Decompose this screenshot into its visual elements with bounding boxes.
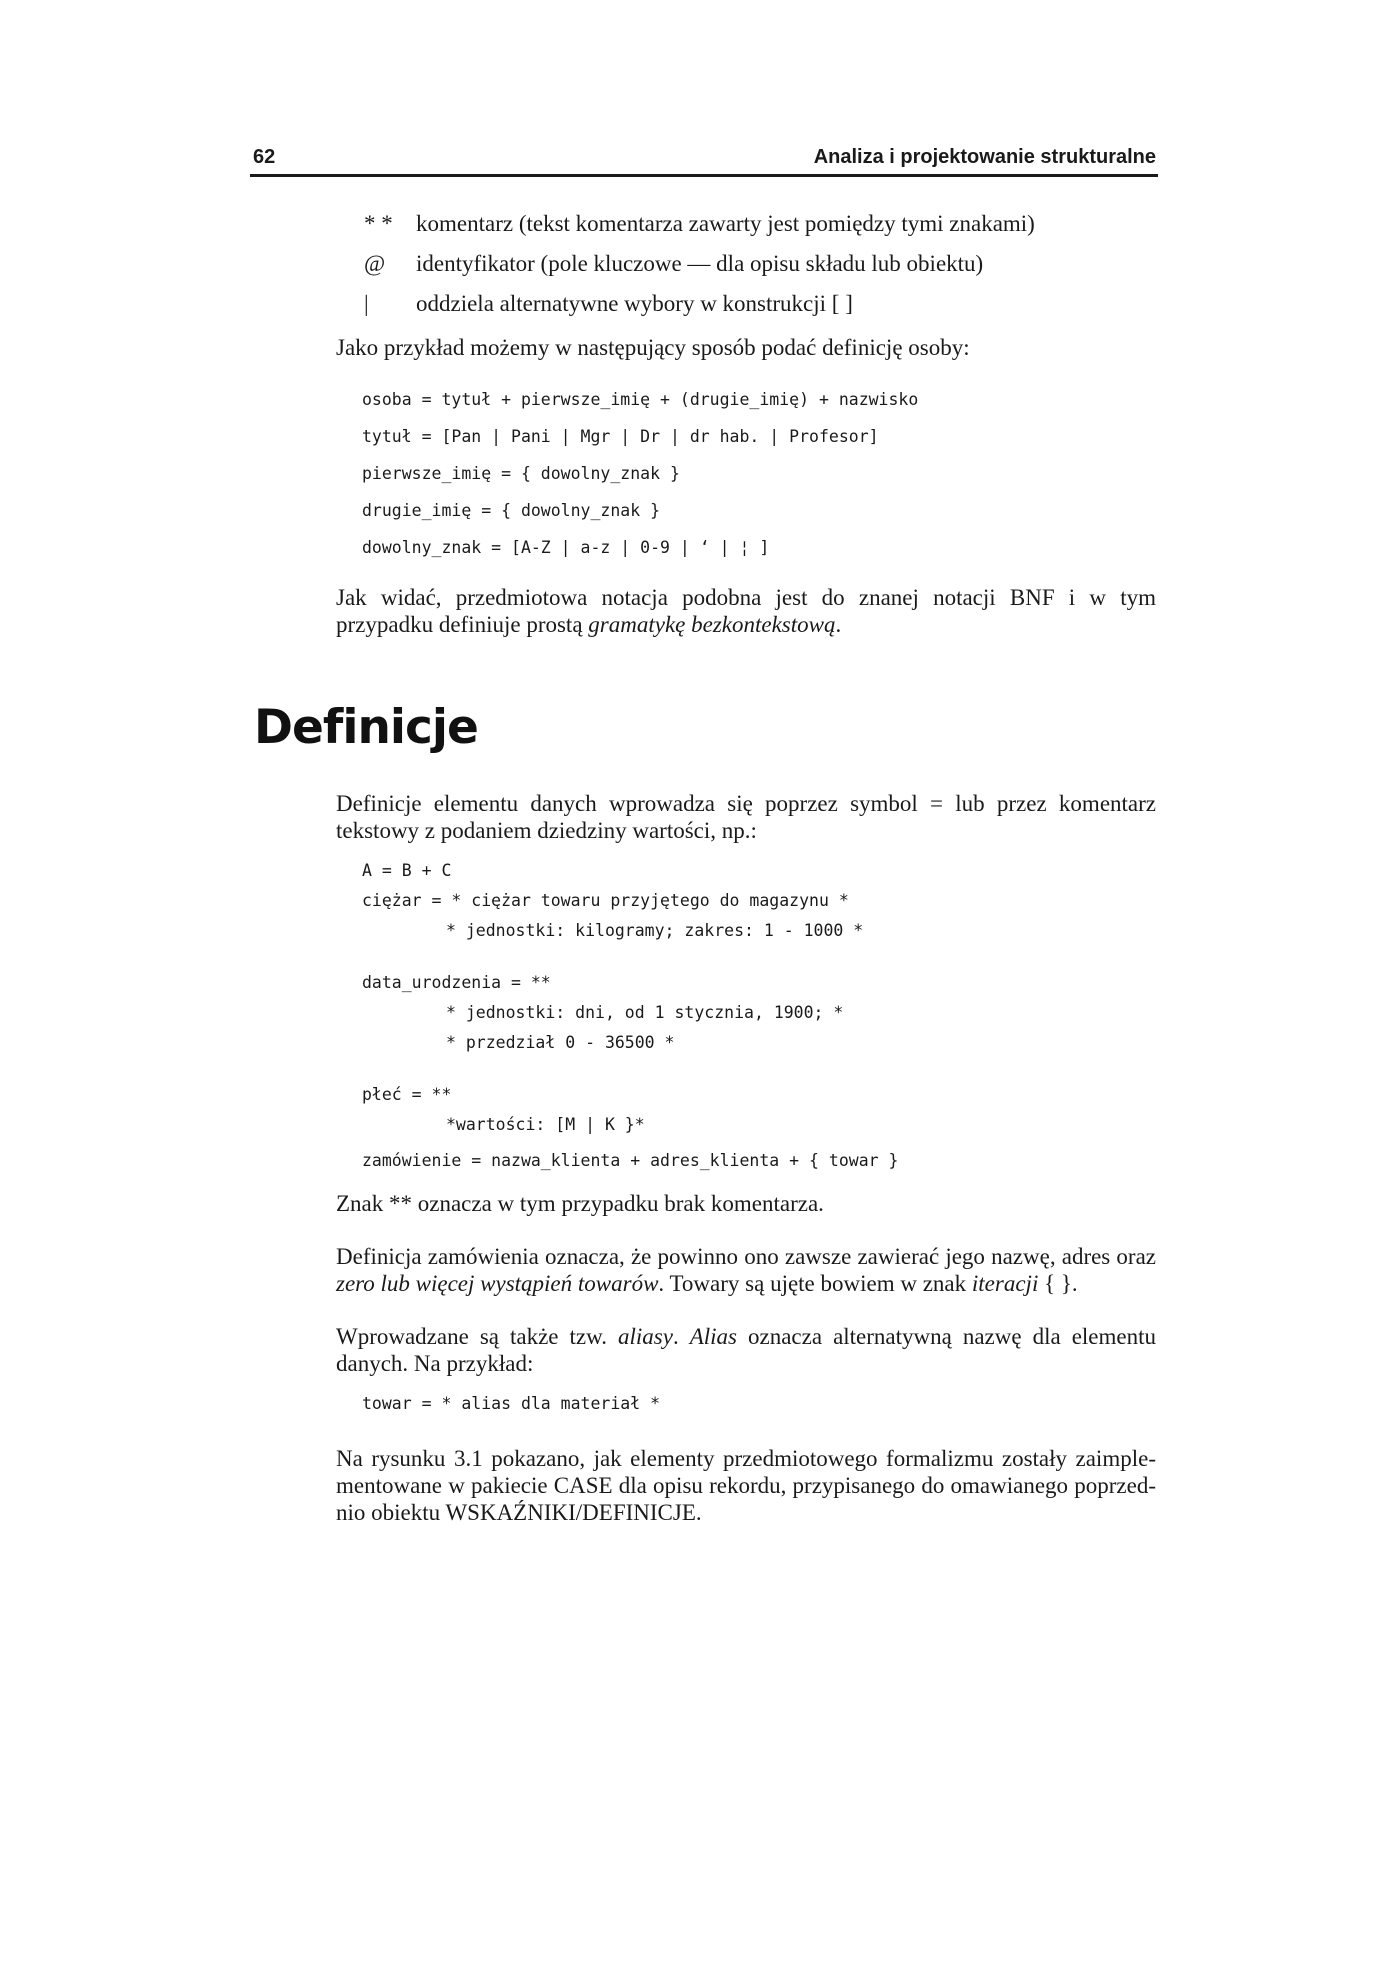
code-gap: [362, 1058, 1156, 1080]
symbol-legend: [336, 210, 1156, 318]
alias-text: Wprowadzane są także tzw.: [336, 1324, 618, 1349]
alias-text: oznacza alternatywną nazwę dla elementu danych. Na przykład:: [336, 1324, 1157, 1376]
code-line: towar = * alias dla materiał *: [362, 1394, 661, 1413]
symbol: @: [364, 251, 386, 276]
page-number: 62: [253, 146, 276, 168]
code-line: tytuł = [Pan | Pani | Mgr | Dr | dr hab. | Profesor]: [362, 427, 879, 446]
symbol: * *: [364, 211, 393, 236]
alias-code-block: [362, 1389, 1156, 1419]
order-emphasis: zero lub więcej wystąpień towarów: [336, 1271, 659, 1296]
order-text: { }.: [1038, 1271, 1078, 1296]
intro-paragraph: Jako przykład możemy w następujący sposób podać definicję osoby:: [336, 335, 970, 360]
section-title: Definicje: [254, 700, 478, 755]
definitions-code-block: [362, 856, 1156, 1176]
bnf-paragraph: [336, 584, 1156, 638]
symbol: |: [364, 291, 369, 316]
lower-content: [336, 790, 1156, 1546]
definitions-paragraph: Definicje elementu danych wprowadza się poprzez symbol = lub przez komentarz tekstowy z podaniem dziedziny wartości, np.:: [336, 791, 1156, 843]
alias-paragraph: [336, 1323, 1156, 1377]
code-line: * przedział 0 - 36500 *: [446, 1033, 675, 1052]
code-line: A = B + C: [362, 861, 452, 880]
bnf-end: .: [835, 612, 842, 637]
symbol-row: [336, 210, 1156, 238]
alias-emphasis: aliasy: [618, 1324, 673, 1349]
code-line: * jednostki: dni, od 1 stycznia, 1900; *: [446, 1003, 844, 1022]
code-line: dowolny_znak = [A-Z | a-z | 0-9 | ‘ | ¦ ]: [362, 538, 770, 557]
code-line: data_urodzenia = **: [362, 973, 551, 992]
upper-content: [336, 210, 1156, 658]
symbol-row: [336, 290, 1156, 318]
order-paragraph: [336, 1243, 1156, 1297]
code-line: drugie_imię = { dowolny_znak }: [362, 501, 661, 520]
code-gap: [362, 946, 1156, 968]
order-text: . Towary są ujęte bowiem w znak: [658, 1271, 972, 1296]
closing-paragraph: Na rysunku 3.1 pokazano, jak elementy przedmiotowego formalizmu zostały zaimplementowane w pakiecie CASE dla opisu rekordu, przypisanego do omawianego poprzednio obiektu WSKAŹNIKI/DEFINICJE.: [336, 1446, 1156, 1525]
page-header: [250, 140, 1158, 177]
bnf-text: Jak widać, przedmiotowa notacja podobna jest do znanej notacji BNF i w tym przypadku definiuje prostą: [336, 585, 1156, 637]
symbol-description: identyfikator (pole kluczowe — dla opisu składu lub obiektu): [416, 251, 984, 276]
person-code-block: [362, 381, 1156, 566]
code-line: *wartości: [M | K }*: [446, 1115, 645, 1134]
bnf-emphasis: gramatykę bezkontekstową: [588, 612, 836, 637]
symbol-description: komentarz (tekst komentarza zawarty jest pomiędzy tymi znakami): [416, 211, 1035, 236]
no-comment-paragraph: Znak ** oznacza w tym przypadku brak komentarza.: [336, 1191, 824, 1216]
code-line: pierwsze_imię = { dowolny_znak }: [362, 464, 680, 483]
symbol-description: oddziela alternatywne wybory w konstrukcji [ ]: [416, 291, 853, 316]
order-emphasis: iteracji: [971, 1271, 1039, 1296]
running-title: Analiza i projektowanie strukturalne: [813, 146, 1156, 168]
code-line: płeć = **: [362, 1085, 452, 1104]
code-line: ciężar = * ciężar towaru przyjętego do magazynu *: [362, 891, 849, 910]
code-line: * jednostki: kilogramy; zakres: 1 - 1000 *: [446, 921, 864, 940]
alias-emphasis: Alias: [689, 1324, 737, 1349]
order-text: Definicja zamówienia oznacza, że powinno ono zawsze zawierać jego nazwę, adres oraz: [336, 1244, 1156, 1269]
code-line: osoba = tytuł + pierwsze_imię + (drugie_imię) + nazwisko: [362, 390, 919, 409]
symbol-row: [336, 250, 1156, 278]
alias-text: .: [672, 1324, 690, 1349]
code-line: zamówienie = nazwa_klienta + adres_klienta + { towar }: [362, 1151, 899, 1170]
